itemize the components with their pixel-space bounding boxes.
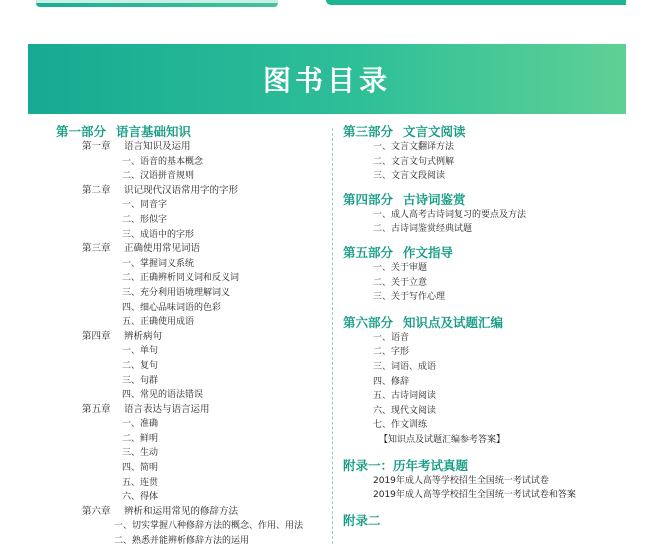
appendix-entry[interactable]: 2019年成人高等学校招生全国统一考试试卷 — [373, 475, 549, 486]
part-block — [343, 458, 633, 503]
section-entry[interactable]: 四、修辞 — [373, 376, 410, 387]
answer-key-entry[interactable]: 【知识点及试题汇编参考答案】 — [379, 434, 506, 445]
appendix-heading[interactable]: 附录二 — [343, 512, 381, 528]
part-heading[interactable] — [56, 124, 326, 140]
section-entry[interactable]: 二、形似字 — [122, 214, 168, 225]
section-entry[interactable]: 二、汉语拼音规则 — [122, 171, 195, 182]
top-decoration-right — [326, 0, 626, 5]
section-entry[interactable]: 二、复句 — [122, 360, 159, 371]
section-entry[interactable]: 二、文言文句式例解 — [373, 156, 455, 167]
chapter-entry[interactable]: 第五章 语言表达与语言运用 — [82, 403, 210, 415]
part-block — [343, 192, 633, 237]
section-entry[interactable]: 一、同音字 — [122, 200, 168, 211]
section-entry[interactable]: 六、得体 — [122, 492, 159, 503]
toc-left-column — [56, 124, 326, 549]
section-entry[interactable]: 一、切实掌握八种修辞方法的概念、作用、用法 — [114, 521, 304, 532]
part-block — [343, 315, 633, 448]
section-entry[interactable]: 三、成语中的字形 — [122, 229, 195, 240]
chapter-entry[interactable]: 第三章 正确使用常见词语 — [82, 243, 201, 255]
section-entry[interactable]: 四、常见的语法错误 — [122, 390, 204, 401]
section-entry[interactable]: 三、文言文段阅读 — [373, 171, 446, 182]
section-entry[interactable]: 三、充分利用语境理解词义 — [122, 287, 231, 298]
section-entry[interactable]: 一、单句 — [122, 346, 159, 357]
section-entry[interactable]: 二、字形 — [373, 347, 410, 358]
section-entry[interactable]: 一、关于审题 — [373, 262, 428, 273]
part-block — [343, 245, 633, 305]
section-entry[interactable]: 二、正确辨析同义词和反义词 — [122, 273, 240, 284]
section-entry[interactable]: 三、词语、成语 — [373, 361, 437, 372]
section-entry[interactable]: 三、生动 — [122, 448, 159, 459]
part-heading[interactable]: 第五部分 作文指导 — [343, 244, 454, 260]
appendix-entry[interactable]: 2019年成人高等学校招生全国统一考试试卷和答案 — [373, 490, 576, 501]
part-block — [343, 124, 633, 184]
section-entry[interactable]: 一、语音的基本概念 — [122, 156, 204, 167]
title-banner — [28, 44, 626, 114]
section-entry[interactable]: 二、鲜明 — [122, 433, 159, 444]
section-entry[interactable]: 六、现代文阅读 — [373, 405, 437, 416]
section-entry[interactable]: 五、连贯 — [122, 477, 159, 488]
section-entry[interactable]: 三、句群 — [122, 375, 159, 386]
part-title: 语言基础知识 — [116, 124, 192, 139]
part-heading[interactable]: 第六部分 知识点及试题汇编 — [343, 314, 504, 330]
chapter-entry[interactable]: 第二章 识记现代汉语常用字的字形 — [82, 184, 239, 196]
section-entry[interactable]: 一、文言文翻译方法 — [373, 142, 455, 152]
page-title: 图书目录 — [262, 64, 391, 97]
section-entry[interactable]: 三、关于写作心理 — [373, 292, 446, 303]
section-entry[interactable]: 四、细心品味词语的色彩 — [122, 302, 222, 313]
appendix-heading[interactable]: 附录一：历年考试真题 — [343, 457, 469, 473]
section-entry[interactable]: 二、熟悉并能辨析修辞方法的运用 — [114, 536, 250, 547]
section-entry[interactable]: 一、准确 — [122, 419, 159, 430]
section-entry[interactable]: 五、古诗词阅读 — [373, 391, 437, 402]
part-number: 第一部分 — [56, 124, 107, 139]
section-entry[interactable]: 二、关于立意 — [373, 277, 428, 288]
section-entry[interactable]: 五、正确使用成语 — [122, 317, 195, 328]
section-entry[interactable]: 七、作文训练 — [373, 420, 428, 431]
section-entry[interactable]: 一、成人高考古诗词复习的要点及方法 — [373, 209, 527, 220]
section-entry[interactable]: 四、简明 — [122, 463, 159, 474]
chapter-entry[interactable]: 第一章 语言知识及运用 — [82, 141, 191, 152]
section-entry[interactable]: 一、掌握词义系统 — [122, 258, 195, 269]
chapter-entry[interactable]: 第四章 辨析病句 — [82, 330, 163, 342]
top-decoration-left — [36, 0, 278, 7]
section-entry[interactable]: 二、古诗词鉴赏经典试题 — [373, 224, 473, 235]
section-entry[interactable]: 一、语音 — [373, 332, 410, 343]
part-heading[interactable]: 第三部分 文言文阅读 — [343, 124, 466, 139]
chapter-entry[interactable]: 第六章 辨析和运用常见的修辞方法 — [82, 505, 239, 517]
column-divider — [332, 128, 333, 544]
part-heading[interactable]: 第四部分 古诗词鉴赏 — [343, 191, 466, 207]
toc-right-column — [343, 124, 633, 529]
